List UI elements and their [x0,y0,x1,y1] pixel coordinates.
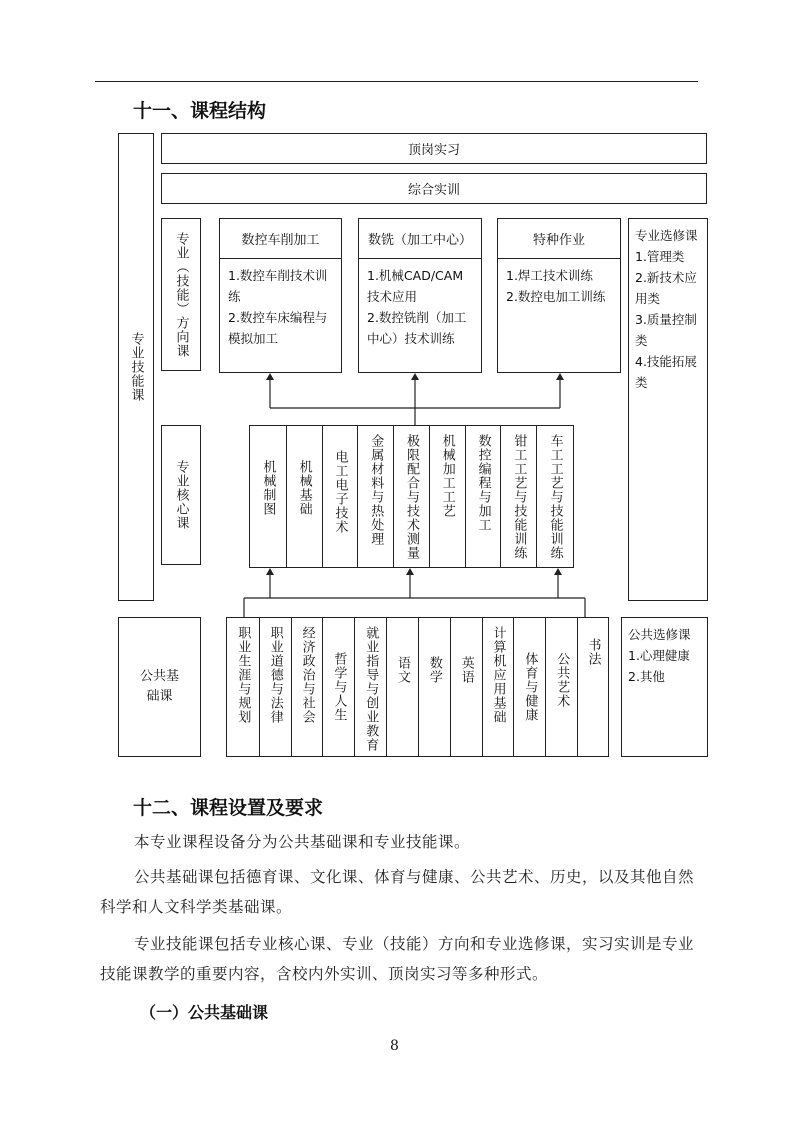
arrow-head [556,373,564,380]
core-course: 数控编程与加工 [465,426,501,567]
direction-item: 1.机械CAD/CAM技术应用 [367,268,464,304]
direction-item: 1.数控车削技术训练 [228,268,328,304]
public-course: 哲学与人生 [322,618,354,756]
public-label: 公共基础课 [139,669,179,704]
public-course: 职业道德与法律 [259,618,291,756]
subsection-title: （一）公共基础课 [140,1003,269,1022]
arrow-head [554,568,562,575]
professional-skill-label: 专业技能课 [128,332,144,402]
public-course: 经济政治与社会 [291,618,323,756]
arrow-head [406,568,414,575]
professional-elective-title: 专业选修课 [635,228,698,243]
core-course: 机械基础 [286,426,322,567]
paragraph-2: 公共基础课包括德育课、文化课、体育与健康、公共艺术、历史，以及其他自然科学和人文科学类基础课。 [100,868,695,916]
page-number: 8 [390,1038,399,1054]
direction-title-2: 数铣（加工中心） [359,219,481,259]
elective-item: 4.技能拓展类 [635,354,697,390]
core-course: 机械加工工艺 [429,426,465,567]
section-11-title: 十一、课程结构 [133,100,267,122]
public-course: 公共艺术 [545,618,577,756]
core-course: 钳工工艺与技能训练 [500,426,536,567]
arrow-head [266,568,274,575]
core-course: 车工工艺与技能训练 [536,426,573,567]
direction-title-1: 数控车削加工 [220,219,341,259]
public-course: 就业指导与创业教育 [354,618,386,756]
arrow-head [266,373,274,380]
public-course: 英语 [450,618,482,756]
core-course: 电工电子技术 [322,426,358,567]
public-course: 数学 [418,618,450,756]
elective-item: 2.新技术应用类 [635,270,697,306]
public-course: 计算机应用基础 [482,618,514,756]
direction-item: 2.数控电加工训练 [506,289,606,304]
comprehensive-training-label: 综合实训 [407,183,460,198]
direction-item: 2.数控铣削（加工中心）技术训练 [367,310,467,346]
core-course: 极限配合与技术测量 [393,426,429,567]
public-elective-title: 公共选修课 [628,627,691,642]
paragraph-1: 本专业课程设备分为公共基础课和专业技能课。 [134,833,471,851]
public-course: 职业生涯与规划 [235,626,251,724]
public-course: 语文 [386,618,418,756]
public-course: 书法 [577,618,608,756]
elective-item: 3.质量控制类 [635,312,697,348]
internship-label: 顶岗实习 [407,143,460,158]
public-elective-item: 1.心理健康 [628,648,690,663]
core-label: 专业核心课 [173,460,189,530]
public-course: 体育与健康 [513,618,545,756]
direction-item: 2.数控车床编程与模拟加工 [228,310,328,346]
arrow-head [411,373,419,380]
core-course: 金属材料与热处理 [357,426,393,567]
direction-title-3: 特种作业 [498,219,620,259]
section-12-title: 十二、课程设置及要求 [133,797,324,819]
elective-item: 1.管理类 [635,249,685,264]
paragraph-3: 专业技能课包括专业核心课、专业（技能）方向和专业选修课，实习实训是专业技能课教学的重要内容，含校内外实训、顶岗实习等多种形式。 [100,935,695,983]
direction-item: 1.焊工技术训练 [506,268,593,283]
public-elective-item: 2.其他 [628,669,665,684]
core-course: 机械制图 [260,460,276,516]
direction-label: 专业（技能）方向课 [173,231,189,358]
